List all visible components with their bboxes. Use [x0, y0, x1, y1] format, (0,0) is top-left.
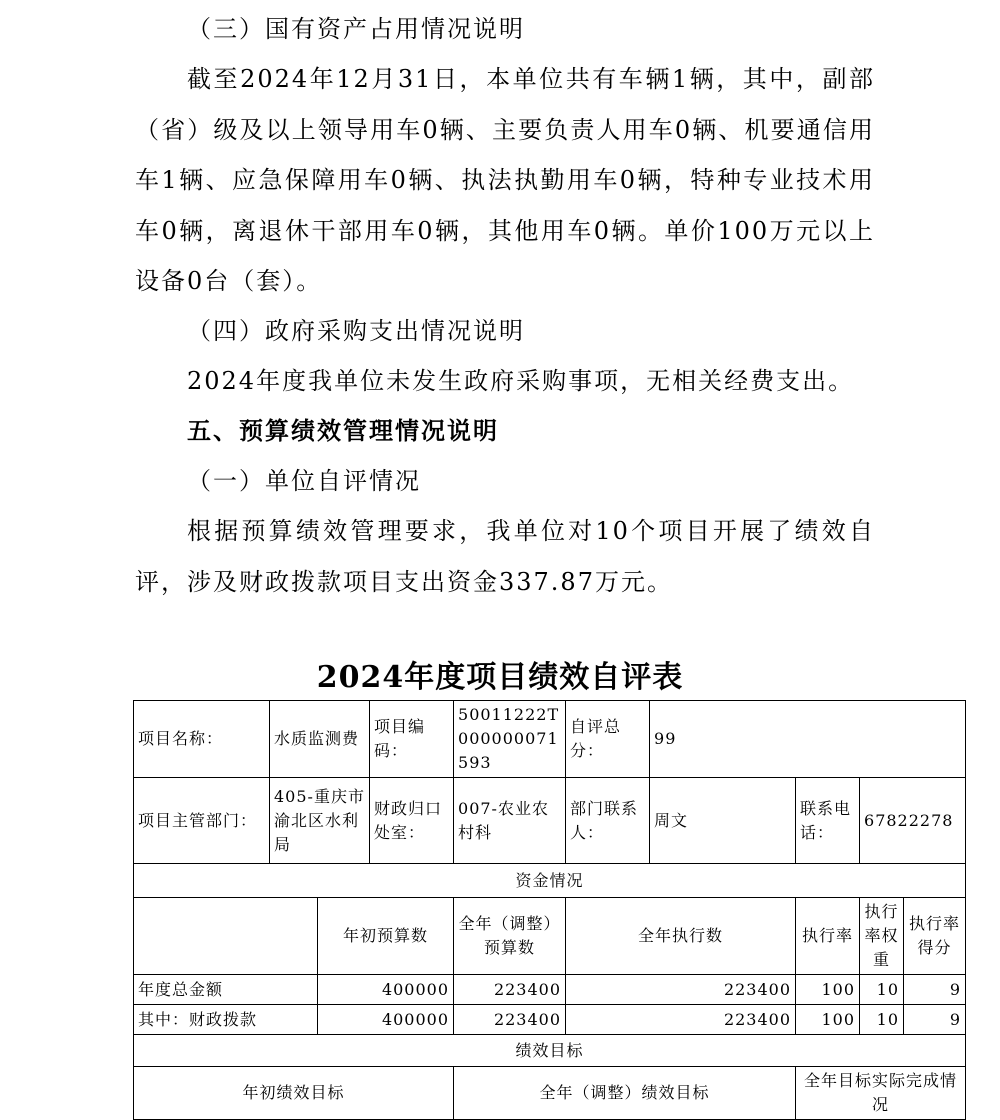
perf-section-header: 绩效目标	[134, 1035, 966, 1067]
section5-heading: 五、预算绩效管理情况说明	[187, 416, 499, 445]
section3-body: 截至2024年12月31日，本单位共有车辆1辆，其中，副部（省）级及以上领导用车0辆、主要负责人用车0辆、机要通信用车1辆、应急保障用车0辆、执法执勤用车0辆，特种专业技术用车0辆，离退休干部用车0辆，其他用车0辆。单价100万元以上设备0台（套）。	[135, 65, 875, 295]
funds-cell: 223400	[566, 975, 796, 1005]
contact: 周文	[650, 778, 796, 864]
section4-body: 2024年度我单位未发生政府采购事项，无相关经费支出。	[187, 367, 855, 395]
section5-subheading: （一）单位自评情况	[187, 467, 421, 495]
phone-label: 联系电话：	[796, 778, 860, 864]
funds-header: 执行率权重	[860, 898, 904, 975]
funds-row-label: 年度总金额	[134, 975, 318, 1005]
funds-header: 年初预算数	[318, 898, 454, 975]
finance: 007-农业农村科	[454, 778, 566, 864]
project-code: 50011222T000000071593	[454, 701, 566, 778]
table-row	[134, 701, 966, 778]
funds-cell: 223400	[454, 1005, 566, 1035]
table-row	[134, 1067, 966, 1120]
contact-label: 部门联系人：	[566, 778, 650, 864]
funds-row-label: 其中：财政拨款	[134, 1005, 318, 1035]
section5-body: 根据预算绩效管理要求，我单位对10个项目开展了绩效自评，涉及财政拨款项目支出资金337.87万元。	[135, 517, 875, 596]
perf-header: 全年目标实际完成情况	[796, 1067, 966, 1120]
funds-cell: 100	[796, 1005, 860, 1035]
perf-header: 全年（调整）绩效目标	[454, 1067, 796, 1120]
table-title: 2024年度项目绩效自评表	[316, 660, 684, 695]
self-score-label: 自评总分：	[566, 701, 650, 778]
dept-label: 项目主管部门：	[134, 778, 270, 864]
project-name-label: 项目名称：	[134, 701, 270, 778]
funds-header: 全年（调整）预算数	[454, 898, 566, 975]
phone: 67822278	[860, 778, 966, 864]
evaluation-table	[133, 700, 966, 1120]
perf-header: 年初绩效目标	[134, 1067, 454, 1120]
table-row	[134, 864, 966, 898]
table-row	[134, 898, 966, 975]
funds-cell: 400000	[318, 1005, 454, 1035]
project-code-label: 项目编码：	[370, 701, 454, 778]
funds-cell: 223400	[566, 1005, 796, 1035]
project-name: 水质监测费	[270, 701, 370, 778]
section3-heading: （三）国有资产占用情况说明	[187, 15, 525, 43]
funds-cell: 9	[904, 975, 966, 1005]
funds-section-header: 资金情况	[134, 864, 966, 898]
funds-cell: 9	[904, 1005, 966, 1035]
funds-header: 执行率	[796, 898, 860, 975]
funds-cell: 100	[796, 975, 860, 1005]
table-row	[134, 778, 966, 864]
table-row	[134, 1005, 966, 1035]
funds-cell: 10	[860, 1005, 904, 1035]
finance-label: 财政归口处室：	[370, 778, 454, 864]
section4-heading: （四）政府采购支出情况说明	[187, 317, 525, 345]
funds-cell: 400000	[318, 975, 454, 1005]
funds-header: 全年执行数	[566, 898, 796, 975]
funds-cell: 223400	[454, 975, 566, 1005]
funds-cell: 10	[860, 975, 904, 1005]
self-score: 99	[650, 701, 966, 778]
funds-header: 执行率得分	[904, 898, 966, 975]
table-row	[134, 1035, 966, 1067]
empty-cell	[134, 898, 318, 975]
table-row	[134, 975, 966, 1005]
dept: 405-重庆市渝北区水利局	[270, 778, 370, 864]
